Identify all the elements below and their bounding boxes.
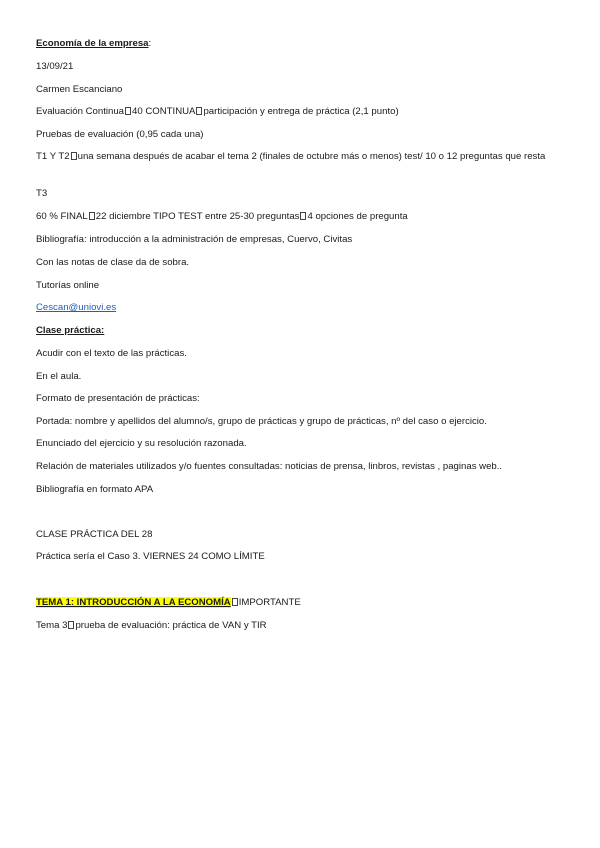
relacion-line: Relación de materiales utilizados y/o fuentes consultadas: noticias de prensa, linbros, revistas , paginas web..: [36, 461, 503, 472]
title-colon: :: [148, 38, 152, 49]
bibliography-line: Bibliografía: introducción a la administración de empresas, Cuervo, Civitas: [36, 234, 353, 245]
arrow-glyph-icon: [71, 152, 77, 160]
doc-title: [36, 38, 151, 50]
t1t2-line: [36, 150, 556, 164]
email-line: [36, 302, 116, 314]
tutorias-line: Tutorías online: [36, 280, 100, 291]
tema1-highlight: TEMA 1: INTRODUCCIÓN A LA ECONOMÍA: [36, 597, 231, 608]
final-line: [36, 211, 408, 223]
title-text: Economía de la empresa: [36, 38, 149, 49]
enunciado-line: Enunciado del ejercicio y su resolución razonada.: [36, 438, 247, 449]
date-line: 13/09/21: [36, 61, 74, 72]
teacher-line: Carmen Escanciano: [36, 84, 123, 95]
tema3-line: [36, 620, 267, 632]
tema1-importante: IMPORTANTE: [238, 597, 301, 608]
t1t2-part-a: T1 Y T2: [36, 151, 70, 162]
apa-line: Bibliografía en formato APA: [36, 484, 154, 495]
arrow-glyph-icon: [232, 598, 238, 606]
final-part-a: 60 % FINAL: [36, 211, 88, 222]
eval-part-a: Evaluación Continua: [36, 106, 125, 117]
t3-line: T3: [36, 188, 48, 199]
evaluation-line: [36, 106, 399, 118]
tema1-line: [36, 597, 301, 609]
caso3-line: Práctica sería el Caso 3. VIERNES 24 COMO LÍMITE: [36, 551, 265, 562]
final-part-c: 4 opciones de pregunta: [307, 211, 408, 222]
clase-practica-text: Clase práctica:: [36, 325, 105, 336]
formato-line: Formato de presentación de prácticas:: [36, 393, 200, 404]
arrow-glyph-icon: [89, 212, 95, 220]
notes-line: Con las notas de clase da de sobra.: [36, 257, 190, 268]
pruebas-line: Pruebas de evaluación (0,95 cada una): [36, 129, 204, 140]
arrow-glyph-icon: [68, 621, 74, 629]
aula-line: En el aula.: [36, 371, 82, 382]
clase-practica-heading: [36, 325, 104, 337]
arrow-glyph-icon: [125, 107, 131, 115]
eval-part-c: participación y entrega de práctica (2,1 punto): [203, 106, 399, 117]
t1t2-part-b: una semana después de acabar el tema 2 (finales de octubre más o menos) test/ 10 o 12 preguntas que resta: [77, 151, 546, 162]
portada-line: Portada: nombre y apellidos del alumno/s, grupo de prácticas y grupo de prácticas, nº del caso o ejercicio.: [36, 416, 487, 427]
email-link[interactable]: Cescan@uniovi.es: [36, 302, 117, 313]
acudir-line: Acudir con el texto de las prácticas.: [36, 348, 187, 359]
tema3-part-b: prueba de evaluación: práctica de VAN y TIR: [75, 620, 267, 631]
arrow-glyph-icon: [196, 107, 202, 115]
eval-part-b: 40 CONTINUA: [132, 106, 196, 117]
final-part-b: 22 diciembre TIPO TEST entre 25-30 preguntas: [95, 211, 300, 222]
clase28-line: CLASE PRÁCTICA DEL 28: [36, 529, 153, 540]
tema3-part-a: Tema 3: [36, 620, 68, 631]
arrow-glyph-icon: [300, 212, 306, 220]
